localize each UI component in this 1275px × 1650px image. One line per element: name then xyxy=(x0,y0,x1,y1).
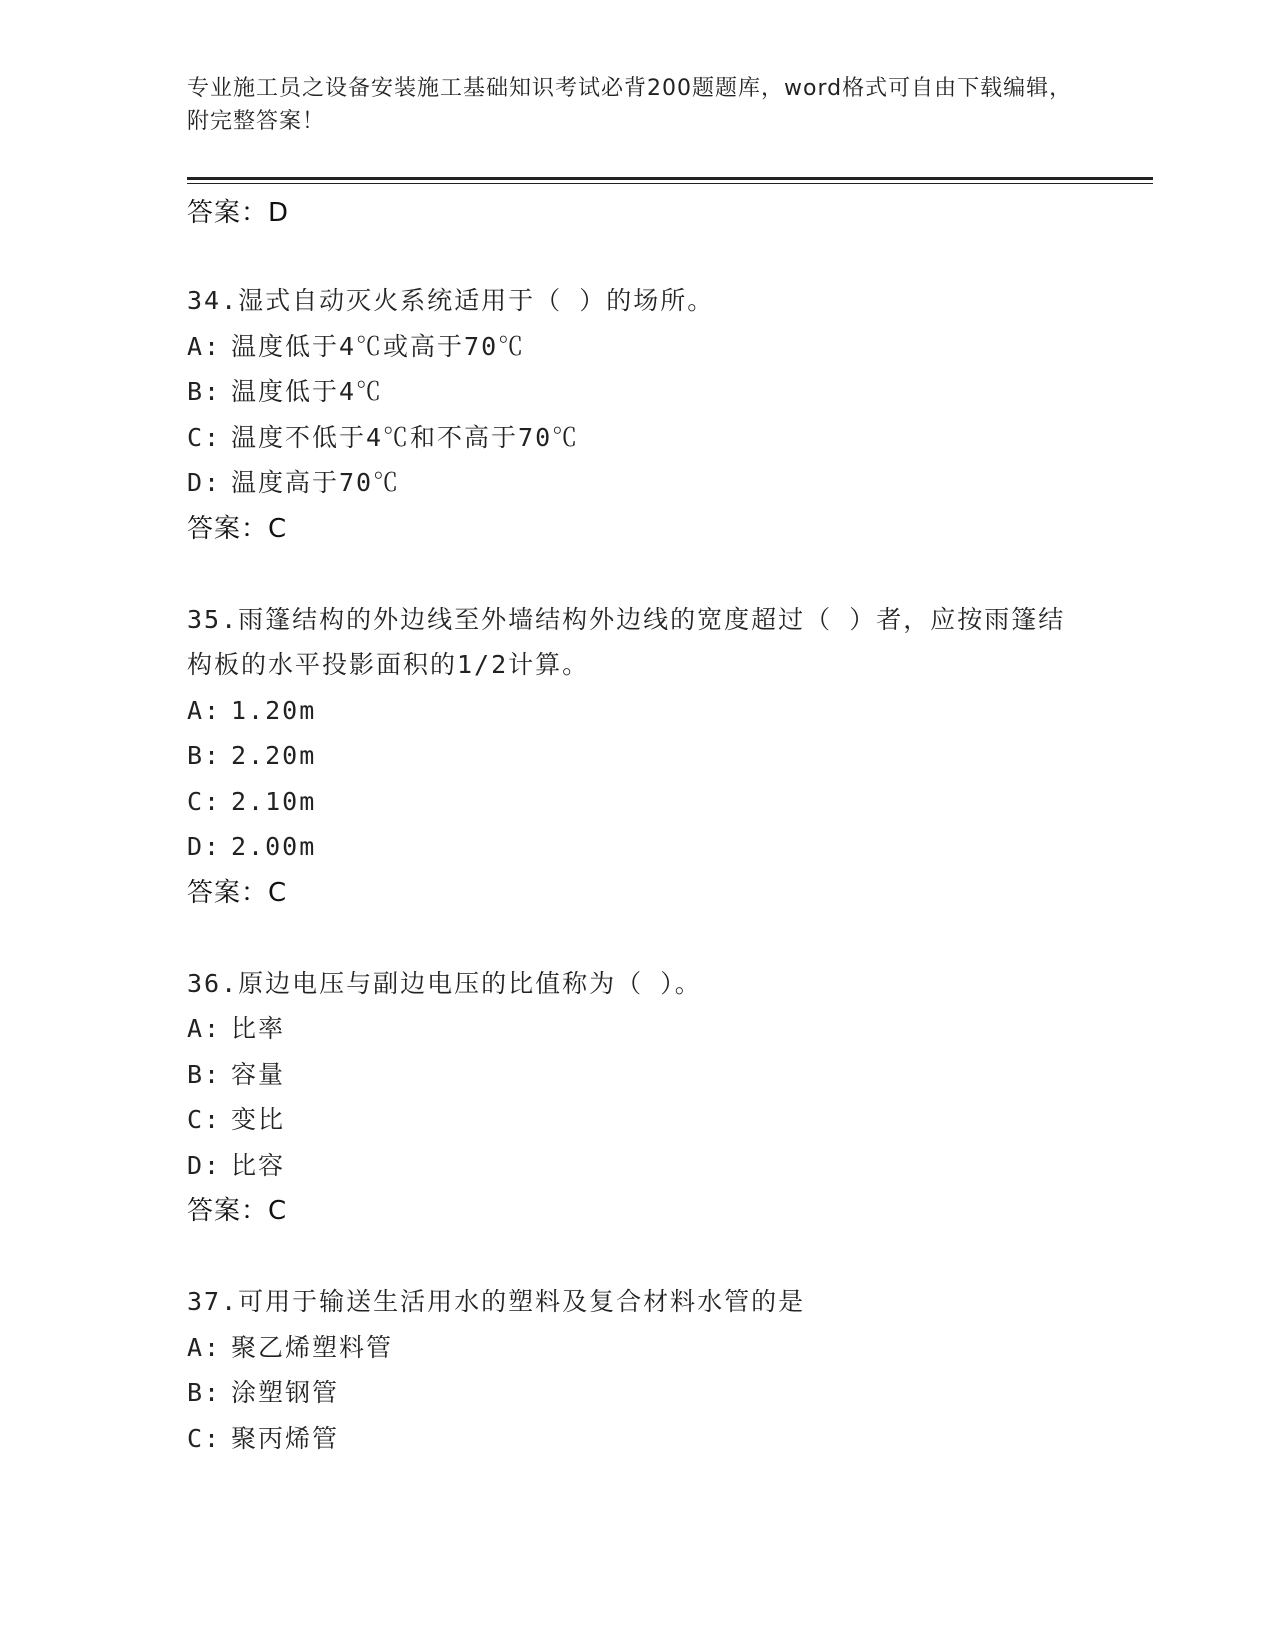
option-b xyxy=(187,1052,1087,1098)
option-b xyxy=(187,369,1087,415)
option-a xyxy=(187,1006,1087,1052)
option-text: 比容 xyxy=(231,1150,286,1180)
option-b xyxy=(187,733,1087,779)
option-a xyxy=(187,688,1087,734)
option-text: 温度不低于4℃和不高于70℃ xyxy=(231,422,580,452)
option-key: A: xyxy=(187,695,222,725)
answer-line: 答案：C xyxy=(187,877,288,908)
spacer xyxy=(187,552,1087,597)
answer-line: 答案：C xyxy=(187,513,288,544)
option-key: C: xyxy=(187,1423,222,1453)
option-text: 2.20m xyxy=(231,741,317,770)
option-key: B: xyxy=(187,1378,222,1407)
option-text: 温度低于4℃或高于70℃ xyxy=(231,331,526,361)
option-key: C: xyxy=(187,786,222,816)
option-text: 2.00m xyxy=(231,832,317,861)
question-block xyxy=(187,278,1087,552)
question-stem: 34.湿式自动灭火系统适用于（ ）的场所。 xyxy=(187,286,715,315)
question-stem: 36.原边电压与副边电压的比值称为（ ）。 xyxy=(187,968,702,998)
option-key: D: xyxy=(187,832,222,861)
option-a xyxy=(187,1325,1087,1371)
header-rule-thin xyxy=(187,183,1153,184)
spacer xyxy=(187,236,1087,278)
option-d xyxy=(187,460,1087,506)
option-text: 聚乙烯塑料管 xyxy=(231,1332,394,1362)
question-stem: 35.雨篷结构的外边线至外墙结构外边线的宽度超过（ ）者，应按雨篷结构板的水平投影面积的1/2计算。 xyxy=(187,604,1066,679)
option-key: C: xyxy=(187,1105,222,1134)
option-key: B: xyxy=(187,1059,222,1089)
option-key: D: xyxy=(187,468,222,497)
spacer xyxy=(187,916,1087,961)
answer-line: 答案：D xyxy=(187,198,290,228)
option-text: 1.20m xyxy=(231,695,317,725)
header-rule-thick xyxy=(187,177,1153,180)
option-text: 容量 xyxy=(231,1059,286,1089)
option-key: A: xyxy=(187,1014,222,1043)
option-b xyxy=(187,1370,1087,1416)
option-key: A: xyxy=(187,331,222,361)
option-key: B: xyxy=(187,741,222,770)
question-list xyxy=(187,190,1087,1461)
option-c xyxy=(187,1097,1087,1143)
option-d xyxy=(187,1143,1087,1189)
option-c xyxy=(187,779,1087,825)
option-c xyxy=(187,415,1087,461)
option-text: 变比 xyxy=(231,1105,286,1134)
option-key: B: xyxy=(187,377,222,406)
option-d xyxy=(187,824,1087,870)
option-a xyxy=(187,324,1087,370)
option-c xyxy=(187,1416,1087,1462)
option-text: 2.10m xyxy=(231,786,317,816)
question-stem: 37.可用于输送生活用水的塑料及复合材料水管的是 xyxy=(187,1287,806,1316)
option-text: 涂塑钢管 xyxy=(231,1378,340,1407)
spacer xyxy=(187,1234,1087,1279)
option-key: C: xyxy=(187,422,222,452)
document-header: 专业施工员之设备安装施工基础知识考试必背200题题库，word格式可自由下载编辑，附完整答案！ xyxy=(187,76,1073,134)
option-key: A: xyxy=(187,1332,222,1362)
option-text: 温度低于4℃ xyxy=(231,377,384,406)
option-text: 聚丙烯管 xyxy=(231,1423,340,1453)
option-text: 温度高于70℃ xyxy=(231,468,401,497)
answer-line: 答案：C xyxy=(187,1196,288,1226)
question-block xyxy=(187,1279,1087,1461)
option-text: 比率 xyxy=(231,1014,286,1043)
option-key: D: xyxy=(187,1150,222,1180)
question-block xyxy=(187,597,1087,916)
question-block xyxy=(187,961,1087,1235)
